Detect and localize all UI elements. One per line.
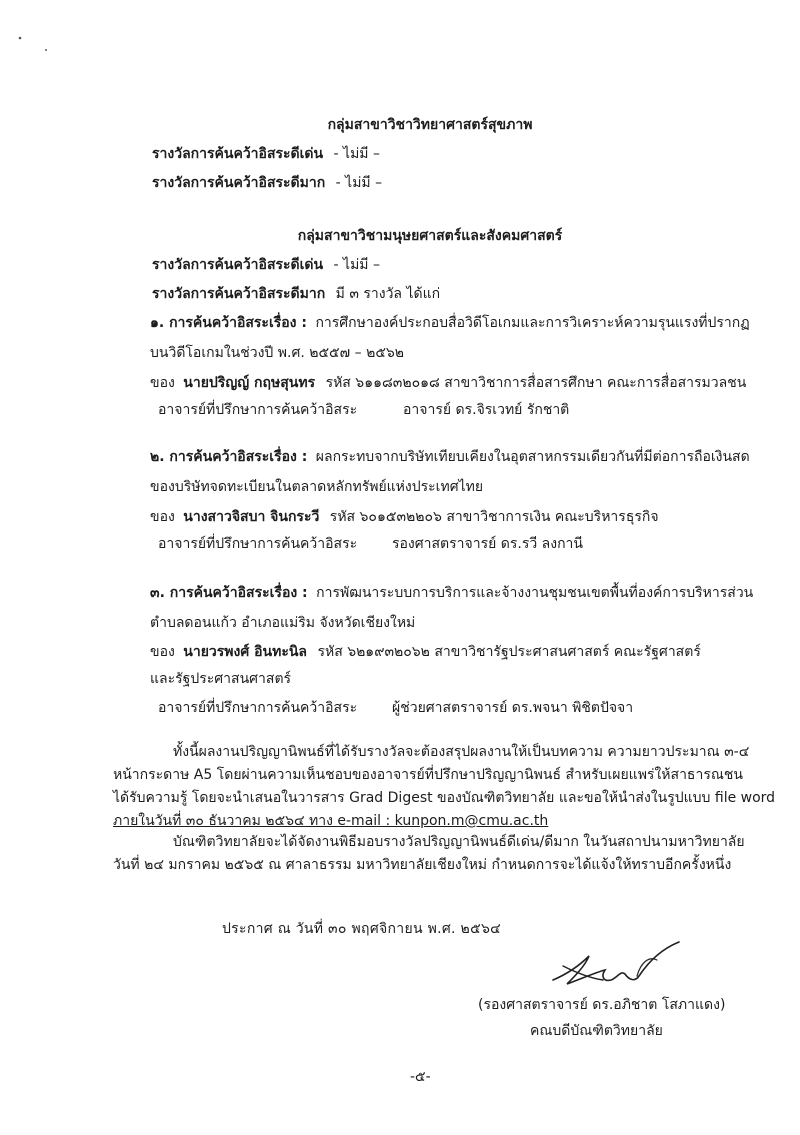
notice-deadline-line: ภายในวันที่ ๓๐ ธันวาคม ๒๕๖๔ ทาง e-mail : kunpon.m@cmu.ac.th bbox=[113, 813, 549, 829]
student-name: นายปริญญ์ กฤษสุนทร bbox=[183, 375, 316, 391]
notice-line: หน้ากระดาษ A5 โดยผ่านความเห็นชอบของอาจารย์ที่ปรึกษาปริญญานิพนธ์ สำหรับเผยแพร่ให้สาธารณชน bbox=[113, 767, 743, 783]
award-title-line bbox=[150, 582, 753, 604]
advisor-name: อาจารย์ ดร.จิรเวทย์ รักชาติ bbox=[403, 402, 570, 418]
of-label: ของ bbox=[150, 644, 175, 660]
humanities-excellent-label: รางวัลการค้นคว้าอิสระดีเด่น bbox=[152, 257, 324, 273]
student-details: รหัส ๖๒๑๙๓๒๐๖๒ สาขาวิชารัฐประศาสนศาสตร์ คณะรัฐศาสตร์ bbox=[317, 644, 701, 660]
award-title-continued: ตำบลดอนแก้ว อำเภอแม่ริม จังหวัดเชียงใหม่ bbox=[150, 615, 416, 631]
advisor-name: ผู้ช่วยศาสตราจารย์ ดร.พจนา พิชิตปัจจา bbox=[392, 700, 634, 716]
student-details: รหัส ๖๐๑๕๓๒๒๐๖ สาขาวิชาการเงิน คณะบริหารธุรกิจ bbox=[329, 509, 659, 525]
award-title-continued: บนวิดีโอเกมในช่วงปี พ.ศ. ๒๕๕๗ – ๒๕๖๒ bbox=[150, 345, 405, 361]
advisor-line bbox=[158, 399, 357, 421]
humanities-verygood-row bbox=[152, 283, 440, 305]
student-name: นางสาวจิสบา จินกระวี bbox=[183, 509, 320, 525]
notice-line: บัณฑิตวิทยาลัยจะได้จัดงานพิธีมอบรางวัลปริญญานิพนธ์ดีเด่น/ดีมาก ในวันสถาปนามหาวิทยาลัย bbox=[173, 834, 745, 850]
award-title-line bbox=[150, 312, 750, 334]
student-name: นายวรพงศ์ อินทะนิล bbox=[183, 644, 307, 660]
student-details: รหัส ๖๑๑๘๓๒๐๑๘ สาขาวิชาการสื่อสารศึกษา คณะการสื่อสารมวลชน bbox=[325, 375, 747, 391]
student-details-continued: และรัฐประศาสนศาสตร์ bbox=[150, 671, 292, 687]
signature bbox=[545, 936, 695, 998]
health-verygood-row bbox=[152, 172, 382, 194]
award-title: การศึกษาองค์ประกอบสื่อวิดีโอเกมและการวิเคราะห์ความรุนแรงที่ปรากฏ bbox=[315, 315, 750, 331]
signer-name: (รองศาสตราจารย์ ดร.อภิชาต โสภาแดง) bbox=[478, 997, 726, 1013]
health-verygood-label: รางวัลการค้นคว้าอิสระดีมาก bbox=[152, 175, 326, 191]
health-group-heading: กลุ่มสาขาวิชาวิทยาศาสตร์สุขภาพ bbox=[327, 117, 533, 133]
health-excellent-value: - ไม่มี – bbox=[333, 146, 380, 162]
announcement-date: ประกาศ ณ วันที่ ๓๐ พฤศจิกายน พ.ศ. ๒๕๖๔ bbox=[222, 921, 502, 937]
health-excellent-label: รางวัลการค้นคว้าอิสระดีเด่น bbox=[152, 146, 324, 162]
humanities-excellent-value: - ไม่มี – bbox=[333, 257, 380, 273]
humanities-verygood-value: มี ๓ รางวัล ได้แก่ bbox=[335, 286, 441, 302]
advisor-name: รองศาสตราจารย์ ดร.รวี ลงกานี bbox=[392, 536, 583, 552]
notice-line: ทั้งนี้ผลงานปริญญานิพนธ์ที่ได้รับรางวัลจะต้องสรุปผลงานให้เป็นบทความ ความยาวประมาณ ๓-๔ bbox=[173, 744, 750, 760]
advisor-label: อาจารย์ที่ปรึกษาการค้นคว้าอิสระ bbox=[158, 536, 358, 552]
award-student-line bbox=[150, 506, 659, 528]
notice-paragraph-1 bbox=[113, 741, 776, 833]
notice-line: ได้รับความรู้ โดยจะนำเสนอในวารสาร Grad Digest ของบัณฑิตวิทยาลัย และขอให้นำส่งในรูปแบบ file word bbox=[113, 790, 776, 806]
award-title-continued: ของบริษัทจดทะเบียนในตลาดหลักทรัพย์แห่งประเทศไทย bbox=[150, 479, 484, 495]
award-title: การพัฒนาระบบการบริการและจ้างงานชุมชนเขตพื้นที่องค์การบริหารส่วน bbox=[316, 585, 754, 601]
health-verygood-value: - ไม่มี – bbox=[335, 175, 383, 191]
page-number: -๕- bbox=[410, 1069, 431, 1085]
award-label: ๓. การค้นคว้าอิสระเรื่อง : bbox=[150, 585, 308, 601]
award-student-line bbox=[150, 641, 701, 663]
humanities-excellent-row bbox=[152, 254, 380, 276]
humanities-group-heading: กลุ่มสาขาวิชามนุษยศาสตร์และสังคมศาสตร์ bbox=[297, 228, 563, 244]
advisor-label: อาจารย์ที่ปรึกษาการค้นคว้าอิสระ bbox=[158, 402, 358, 418]
health-excellent-row bbox=[152, 143, 380, 165]
advisor-line bbox=[158, 533, 357, 555]
award-student-line bbox=[150, 372, 746, 394]
humanities-verygood-label: รางวัลการค้นคว้าอิสระดีมาก bbox=[152, 286, 326, 302]
award-label: ๒. การค้นคว้าอิสระเรื่อง : bbox=[150, 449, 308, 465]
scan-speck bbox=[18, 36, 58, 56]
advisor-label: อาจารย์ที่ปรึกษาการค้นคว้าอิสระ bbox=[158, 700, 358, 716]
of-label: ของ bbox=[150, 509, 175, 525]
of-label: ของ bbox=[150, 375, 175, 391]
signer-position: คณบดีบัณฑิตวิทยาลัย bbox=[530, 1023, 663, 1039]
award-title-line bbox=[150, 446, 750, 468]
award-label: ๑. การค้นคว้าอิสระเรื่อง : bbox=[150, 315, 307, 331]
advisor-line bbox=[158, 697, 357, 719]
notice-paragraph-2 bbox=[113, 831, 745, 877]
award-title: ผลกระทบจากบริษัทเทียบเคียงในอุตสาหกรรมเดียวกันที่มีต่อการถือเงินสด bbox=[315, 449, 750, 465]
notice-line: วันที่ ๒๔ มกราคม ๒๕๖๕ ณ ศาลาธรรม มหาวิทยาลัยเชียงใหม่ กำหนดการจะได้แจ้งให้ทราบอีกครั้งหนึ่ง bbox=[113, 857, 732, 873]
